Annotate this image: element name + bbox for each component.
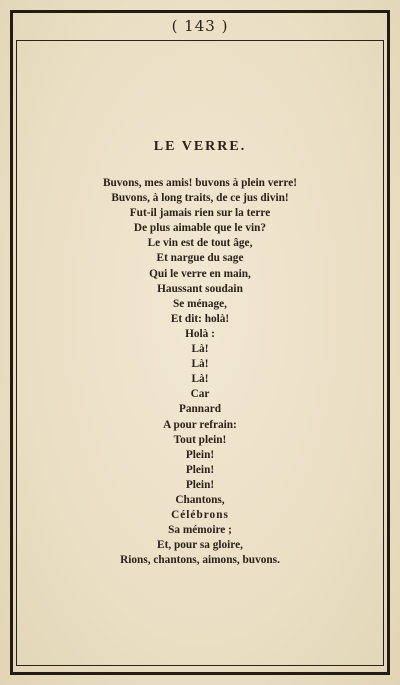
poem-line: Fut-il jamais rien sur la terre <box>129 207 271 220</box>
page-number: ( 143 ) <box>171 17 229 35</box>
poem-line: A pour refrain: <box>163 418 237 431</box>
poem-line: Se ménage, <box>173 297 227 310</box>
poem-line: Plein! <box>185 463 215 476</box>
poem-title: LE VERRE. <box>153 139 247 154</box>
poem-line: Chantons, <box>175 493 225 506</box>
poem-line: De plus aimable que le vin? <box>133 222 267 235</box>
poem-line: Car <box>190 388 210 401</box>
poem-line: Plein! <box>185 448 215 461</box>
poem-line: Rions, chantons, aimons, buvons. <box>120 554 280 567</box>
poem-line: Sa mémoire ; <box>168 524 232 537</box>
poem-line: Haussant soudain <box>157 282 243 295</box>
poem-body <box>20 176 380 568</box>
poem-line: Et nargue du sage <box>156 252 244 265</box>
poem-line: Buvons, à long traits, de ce jus divin! <box>111 192 289 205</box>
poem-line: Plein! <box>185 478 215 491</box>
poem-line: Là! <box>191 343 209 356</box>
poem-line: Là! <box>191 358 209 371</box>
poem-line: Et dit: holà! <box>170 312 230 325</box>
poem-line: Et, pour sa gloire, <box>157 539 243 552</box>
poem-line: Célébrons <box>171 509 229 522</box>
poem-line: Là! <box>191 373 209 386</box>
poem-line: Pannard <box>178 403 222 416</box>
poem-line: Tout plein! <box>173 433 227 446</box>
poem-line: Buvons, mes amis! buvons à plein verre! <box>102 177 298 189</box>
poem-line: Qui le verre en main, <box>149 267 251 280</box>
poem-line: Le vin est de tout âge, <box>147 237 253 250</box>
poem-line: Holà : <box>185 327 215 340</box>
